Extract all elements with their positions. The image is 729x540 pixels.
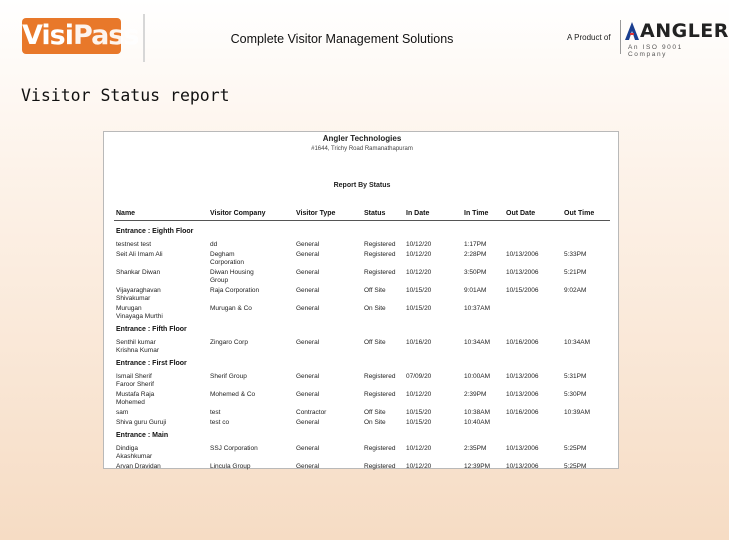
- cell-name: Krishna Kumar: [116, 347, 159, 354]
- cell-type: General: [296, 251, 320, 258]
- visipass-logo: [22, 18, 139, 54]
- cell-type: General: [296, 373, 320, 380]
- cell-type: General: [296, 241, 320, 248]
- cell-out-time: 5:30PM: [564, 391, 587, 398]
- cell-out-date: 10/13/2006: [506, 373, 539, 380]
- angler-logo-text: ANGLER: [640, 20, 729, 42]
- cell-name: Vinayaga Murthi: [116, 313, 163, 320]
- cell-status: Off Site: [364, 339, 386, 346]
- cell-type: General: [296, 419, 320, 426]
- cell-out-date: 10/15/2006: [506, 287, 539, 294]
- column-header-status: Status: [364, 210, 386, 217]
- cell-status: Registered: [364, 463, 396, 470]
- cell-in-date: 10/15/20: [406, 287, 432, 294]
- cell-status: Registered: [364, 251, 396, 258]
- cell-name: Senthil kumar: [116, 339, 156, 346]
- cell-name: Shivakumar: [116, 295, 151, 302]
- cell-name: Mohemed: [116, 399, 145, 406]
- entrance-label: Entrance : Main: [116, 432, 169, 439]
- header-rule: [114, 220, 610, 221]
- cell-name: sam: [116, 409, 129, 416]
- cell-in-time: 10:38AM: [464, 409, 491, 416]
- entrance-label: Entrance : First Floor: [116, 360, 187, 367]
- angler-logo-icon: [624, 21, 640, 41]
- header-divider: [143, 14, 145, 62]
- entrance-label: Entrance : Eighth Floor: [116, 228, 194, 235]
- column-header-name: Name: [116, 210, 136, 217]
- cell-type: General: [296, 463, 320, 470]
- cell-status: On Site: [364, 305, 386, 312]
- cell-status: Registered: [364, 373, 396, 380]
- column-header-company: Visitor Company: [210, 210, 266, 217]
- cell-name: Ismail Sherif: [116, 373, 152, 380]
- cell-out-date: 10/13/2006: [506, 269, 539, 276]
- cell-in-date: 10/16/20: [406, 339, 432, 346]
- cell-in-time: 10:00AM: [464, 373, 491, 380]
- company-divider: [620, 20, 621, 54]
- cell-name: Shankar Diwan: [116, 269, 161, 276]
- cell-in-time: 2:39PM: [464, 391, 487, 398]
- cell-status: On Site: [364, 419, 386, 426]
- cell-in-time: 2:35PM: [464, 445, 487, 452]
- column-header-out-time: Out Time: [564, 210, 595, 217]
- cell-company: Mohemed & Co: [210, 391, 256, 398]
- cell-in-time: 10:37AM: [464, 305, 491, 312]
- cell-in-time: 10:34AM: [464, 339, 491, 346]
- cell-out-date: 10/13/2006: [506, 463, 539, 470]
- cell-company: Group: [210, 277, 229, 284]
- cell-out-date: 10/13/2006: [506, 251, 539, 258]
- header: [0, 0, 729, 72]
- cell-in-time: 3:50PM: [464, 269, 487, 276]
- angler-logo-subtitle: An ISO 9001 Company: [628, 44, 683, 58]
- cell-status: Registered: [364, 445, 396, 452]
- cell-in-date: 07/09/20: [406, 373, 432, 380]
- cell-type: Contractor: [296, 409, 327, 416]
- report-document: [103, 131, 619, 469]
- cell-status: Registered: [364, 269, 396, 276]
- report-address: #1644, Trichy Road Ramanathapuram: [311, 146, 413, 152]
- cell-status: Registered: [364, 241, 396, 248]
- cell-company: Lincula Group: [210, 463, 251, 470]
- cell-out-date: 10/16/2006: [506, 339, 539, 346]
- report-heading: Report By Status: [333, 182, 391, 189]
- cell-out-time: 5:21PM: [564, 269, 587, 276]
- cell-in-date: 10/12/20: [406, 269, 432, 276]
- cell-in-date: 10/12/20: [406, 251, 432, 258]
- cell-name: Faroor Sherif: [116, 381, 154, 388]
- cell-name: Murugan: [116, 305, 142, 312]
- cell-in-date: 10/15/20: [406, 419, 432, 426]
- cell-type: General: [296, 269, 320, 276]
- column-header-in-date: In Date: [406, 210, 430, 217]
- tagline: Complete Visitor Management Solutions: [230, 32, 454, 46]
- cell-out-date: 10/13/2006: [506, 445, 539, 452]
- cell-company: Corporation: [210, 259, 244, 266]
- cell-company: Degham: [210, 251, 235, 258]
- cell-name: Vijayaraghavan: [116, 287, 161, 294]
- cell-name: Akashkumar: [116, 453, 153, 460]
- cell-out-time: 5:31PM: [564, 373, 587, 380]
- cell-in-date: 10/12/20: [406, 445, 432, 452]
- cell-type: General: [296, 391, 320, 398]
- cell-out-time: 9:02AM: [564, 287, 587, 294]
- cell-out-date: 10/16/2006: [506, 409, 539, 416]
- cell-out-date: 10/13/2006: [506, 391, 539, 398]
- cell-type: General: [296, 287, 320, 294]
- cell-in-time: 10:40AM: [464, 419, 491, 426]
- cell-name: Seit Ali Imam Ali: [116, 251, 163, 258]
- cell-status: Registered: [364, 391, 396, 398]
- cell-type: General: [296, 445, 320, 452]
- cell-company: Murugan & Co: [210, 305, 252, 312]
- cell-status: Off Site: [364, 287, 386, 294]
- cell-in-date: 10/15/20: [406, 305, 432, 312]
- cell-out-time: 5:25PM: [564, 463, 587, 470]
- cell-type: General: [296, 305, 320, 312]
- cell-out-time: 10:34AM: [564, 339, 591, 346]
- cell-company: dd: [210, 241, 218, 248]
- cell-name: Arvan Dravidan: [116, 463, 161, 470]
- cell-out-time: 10:39AM: [564, 409, 591, 416]
- cell-company: Sherif Group: [210, 373, 247, 380]
- cell-out-time: 5:33PM: [564, 251, 587, 258]
- page-title: Visitor Status report: [21, 86, 230, 105]
- cell-in-date: 10/15/20: [406, 409, 432, 416]
- cell-name: Mustafa Raja: [116, 391, 155, 398]
- cell-type: General: [296, 339, 320, 346]
- cell-company: test: [210, 409, 221, 416]
- cell-in-date: 10/12/20: [406, 463, 432, 470]
- entrance-label: Entrance : Fifth Floor: [116, 326, 187, 333]
- cell-company: SSJ Corporation: [210, 445, 258, 452]
- cell-in-time: 9:01AM: [464, 287, 487, 294]
- cell-in-date: 10/12/20: [406, 391, 432, 398]
- cell-company: test co: [210, 419, 230, 426]
- cell-name: Shiva guru Guruji: [116, 419, 167, 426]
- logo-pass: Pass: [73, 20, 139, 51]
- cell-in-time: 2:28PM: [464, 251, 487, 258]
- cell-name: testnest test: [116, 241, 152, 248]
- column-header-out-date: Out Date: [506, 210, 536, 217]
- cell-in-date: 10/12/20: [406, 241, 432, 248]
- cell-company: Diwan Housing: [210, 269, 254, 276]
- cell-in-time: 1:17PM: [464, 241, 487, 248]
- product-of-label: A Product of: [567, 33, 611, 42]
- cell-status: Off Site: [364, 409, 386, 416]
- cell-company: Zingaro Corp: [210, 339, 248, 346]
- report-company: Angler Technologies: [322, 134, 402, 143]
- logo-visi: Visi: [22, 20, 74, 51]
- column-header-in-time: In Time: [464, 210, 489, 217]
- cell-in-time: 12:39PM: [464, 463, 491, 470]
- column-header-type: Visitor Type: [296, 210, 336, 217]
- cell-out-time: 5:25PM: [564, 445, 587, 452]
- cell-company: Raja Corporation: [210, 287, 260, 294]
- cell-name: Dindiga: [116, 445, 139, 452]
